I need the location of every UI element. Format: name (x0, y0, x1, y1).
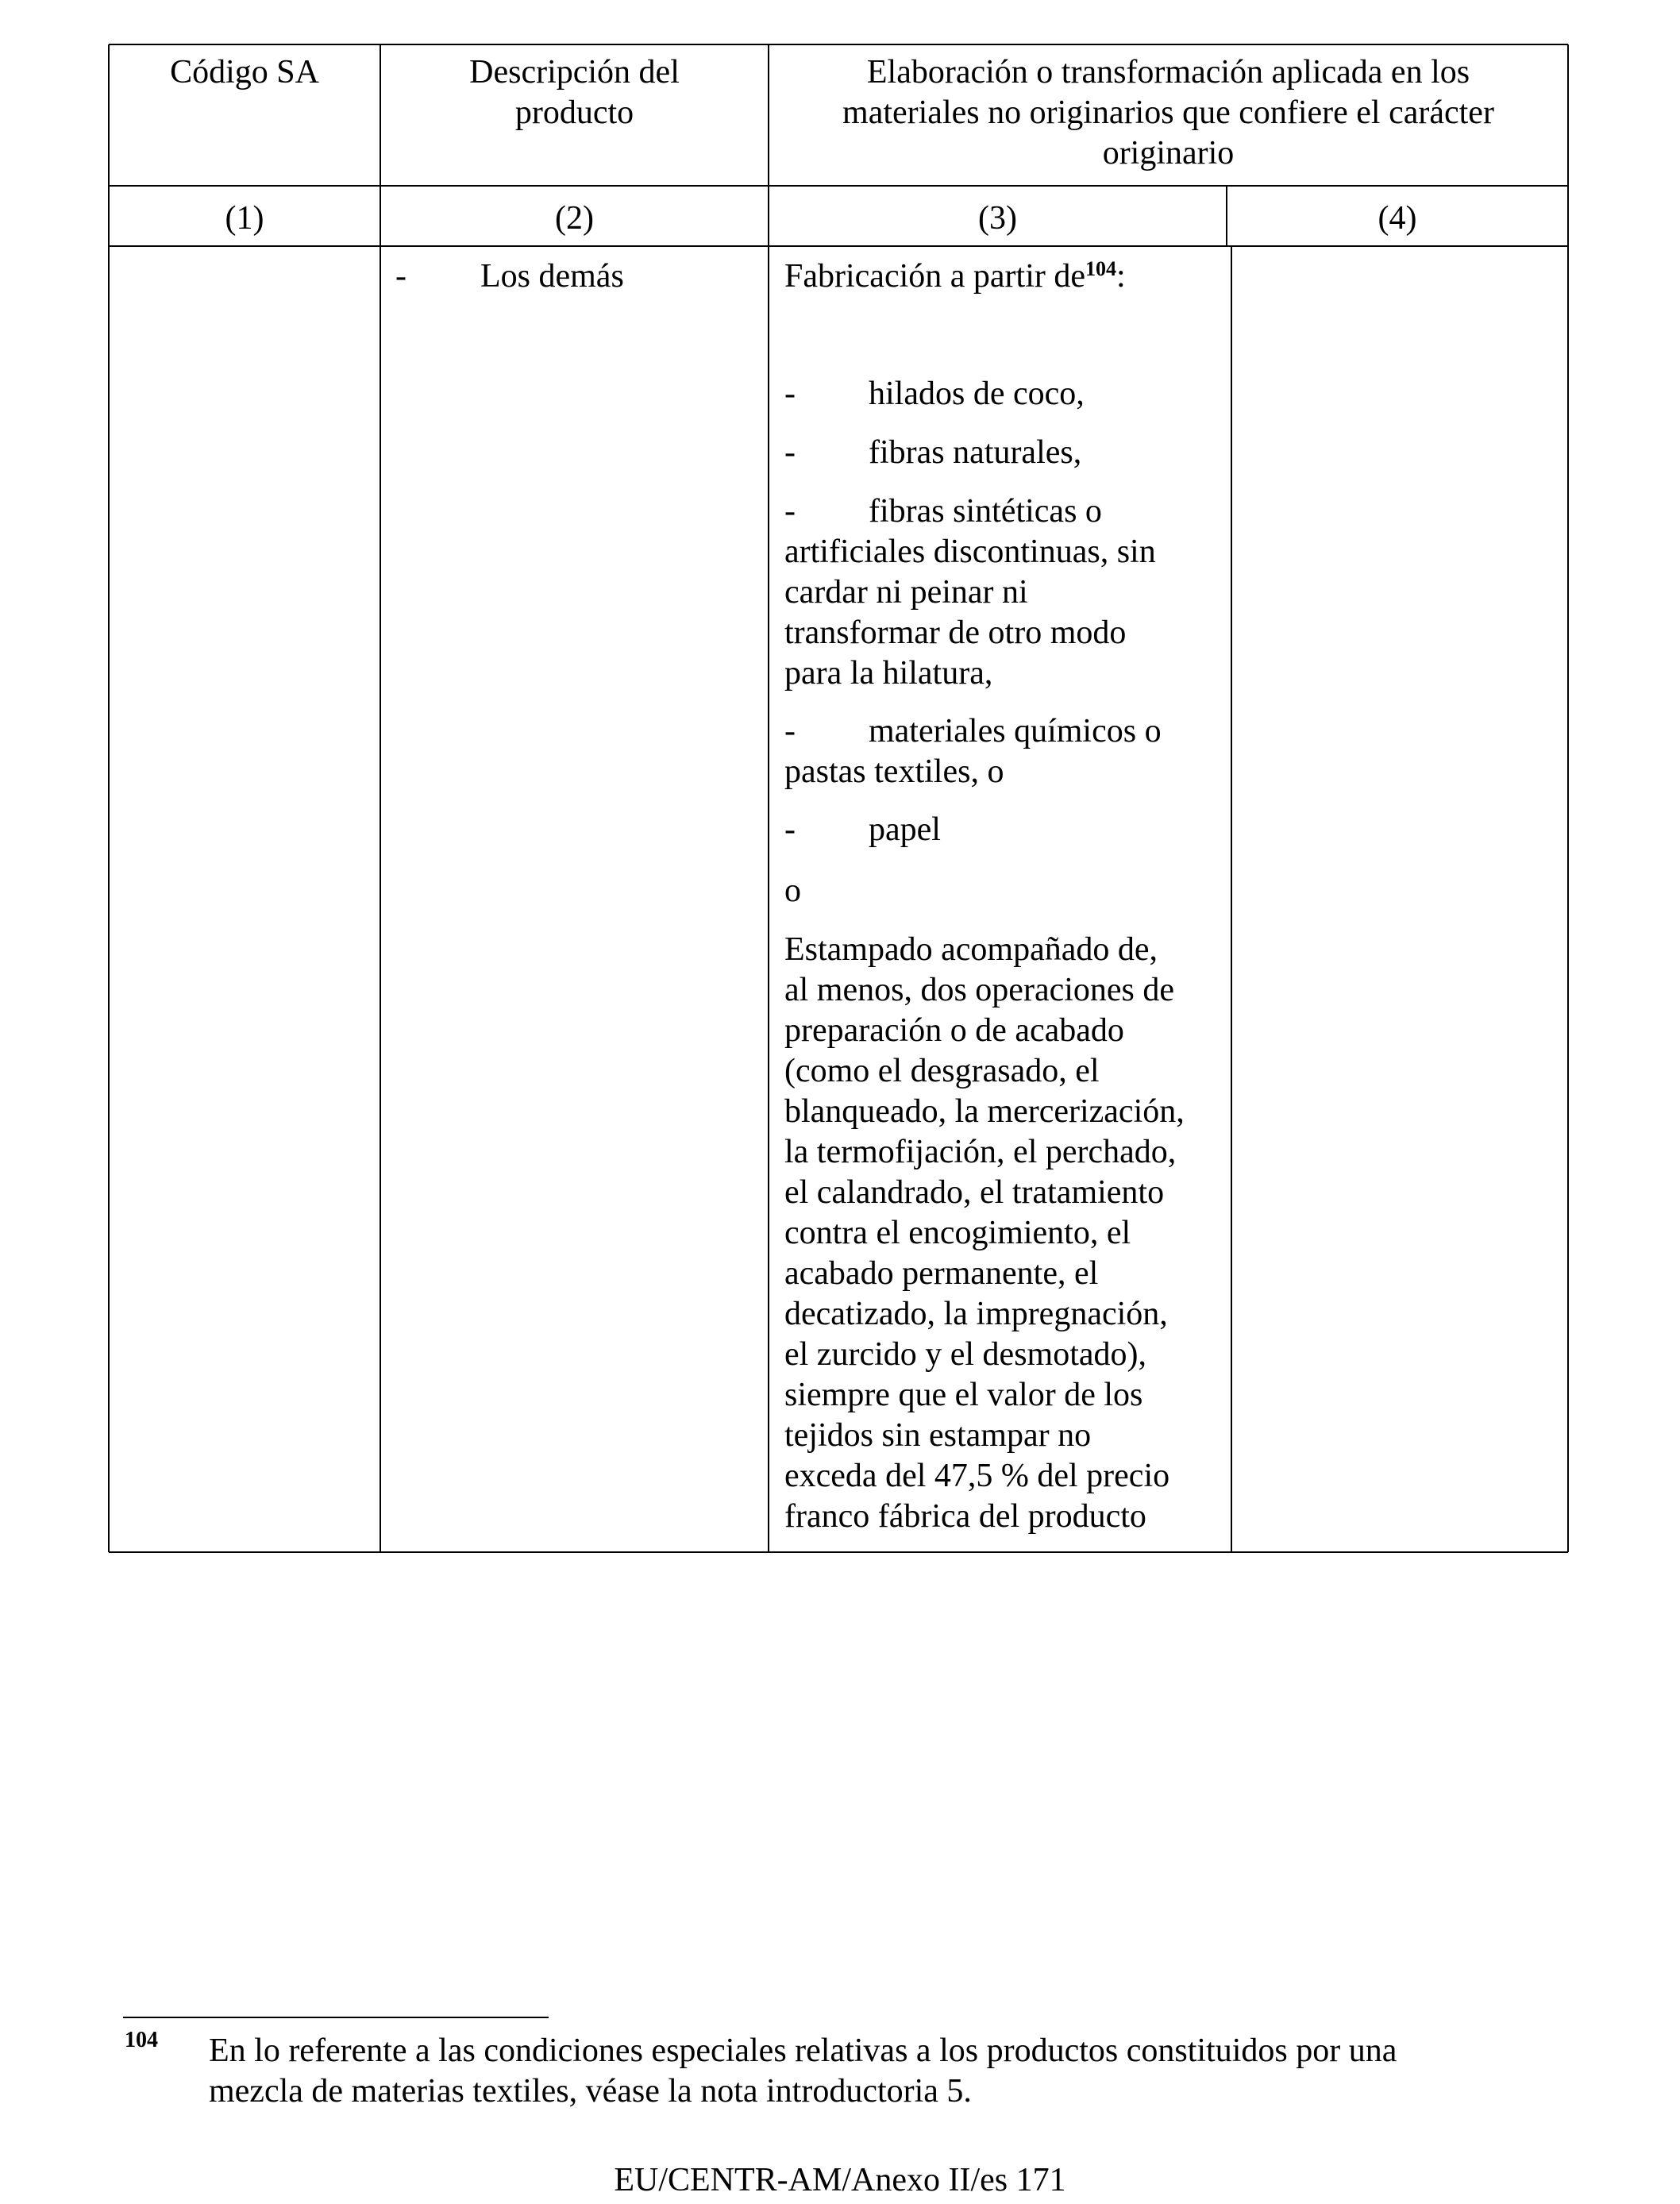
list-item: hilados de coco, (869, 376, 1085, 412)
alternative-rule-line: contra el encogimiento, el (784, 1215, 1131, 1251)
conjunction: o (784, 873, 801, 909)
alternative-rule-line: preparación o de acabado (784, 1012, 1124, 1049)
processing-intro-text: Fabricación a partir de (784, 258, 1085, 295)
alternative-rule-line: (como el desgrasado, el (784, 1053, 1100, 1089)
column-number: (4) (1378, 200, 1417, 237)
processing-intro-suffix: : (1116, 258, 1126, 295)
column-number: (1) (225, 200, 264, 237)
list-item-text: cardar ni peinar ni (784, 574, 1028, 611)
alternative-rule-line: franco fábrica del producto (784, 1498, 1146, 1535)
footnote-separator (123, 2017, 549, 2018)
list-item-text: fibras sintéticas o (869, 493, 1102, 530)
alternative-rule-line: tejidos sin estampar no (784, 1417, 1092, 1454)
list-item (784, 711, 1229, 792)
list-item-dash: - (784, 811, 796, 848)
alternative-rule-line: decatizado, la impregnación, (784, 1296, 1168, 1332)
list-item-first-line (784, 711, 1229, 752)
list-item-text: para la hilatura, (784, 655, 993, 692)
alternative-rule-line: el zurcido y el desmotado), (784, 1336, 1147, 1373)
product-dash: - (395, 258, 407, 295)
list-item-first-line (784, 491, 1229, 532)
column-number: (2) (555, 200, 594, 237)
list-item: papel (869, 811, 941, 848)
header-processing-line: Elaboración o transformación aplicada en los (866, 54, 1470, 91)
list-item-dash: - (784, 713, 796, 749)
alternative-rule-line: al menos, dos operaciones de (784, 972, 1175, 1008)
product-description: Los demás (480, 258, 624, 295)
alternative-rule-line: la termofijación, el perchado, (784, 1134, 1177, 1170)
processing-intro (784, 256, 1126, 297)
footnote-line: mezcla de materias textiles, véase la nota introductoria 5. (209, 2073, 972, 2110)
list-item: fibras naturales, (869, 434, 1082, 471)
header-hs-code: Código SA (170, 54, 319, 91)
list-item-text: pastas textiles, o (784, 753, 1004, 790)
list-item-dash: - (784, 434, 796, 471)
alternative-rule (784, 930, 1229, 1537)
alternative-rule-line: siempre que el valor de los (784, 1377, 1143, 1413)
alternative-rule-line: blanqueado, la mercerización, (784, 1093, 1185, 1130)
alternative-rule-line: exceda del 47,5 % del precio (784, 1458, 1170, 1494)
header-processing-line: originario (1102, 135, 1235, 171)
list-item-text: artificiales discontinuas, sin (784, 534, 1156, 570)
list-item-dash: - (784, 493, 796, 530)
alternative-rule-line: el calandrado, el tratamiento (784, 1174, 1165, 1211)
footnote-text (209, 2031, 1574, 2112)
footnote-line: En lo referente a las condiciones especiales relativas a los productos constituidos por una (209, 2033, 1397, 2069)
header-processing-line: materiales no originarios que confiere el carácter (842, 94, 1494, 131)
header-product-description-line: producto (514, 94, 634, 131)
header-processing (769, 52, 1568, 174)
alternative-rule-line: acabado permanente, el (784, 1255, 1099, 1292)
list-item (784, 491, 1229, 694)
footnote-number: 104 (125, 2028, 158, 2052)
header-product-description (380, 52, 769, 133)
page-footer: EU/CENTR-AM/Anexo II/es 171 (614, 2162, 1066, 2198)
footnote-reference[interactable]: 104 (1085, 257, 1116, 280)
list-item-text: materiales químicos o (869, 713, 1162, 749)
header-product-description-line: Descripción del (469, 54, 680, 91)
alternative-rule-line: Estampado acompañado de, (784, 931, 1158, 968)
list-item-dash: - (784, 376, 796, 412)
column-number: (3) (978, 200, 1017, 237)
list-item-text: transformar de otro modo (784, 615, 1127, 651)
